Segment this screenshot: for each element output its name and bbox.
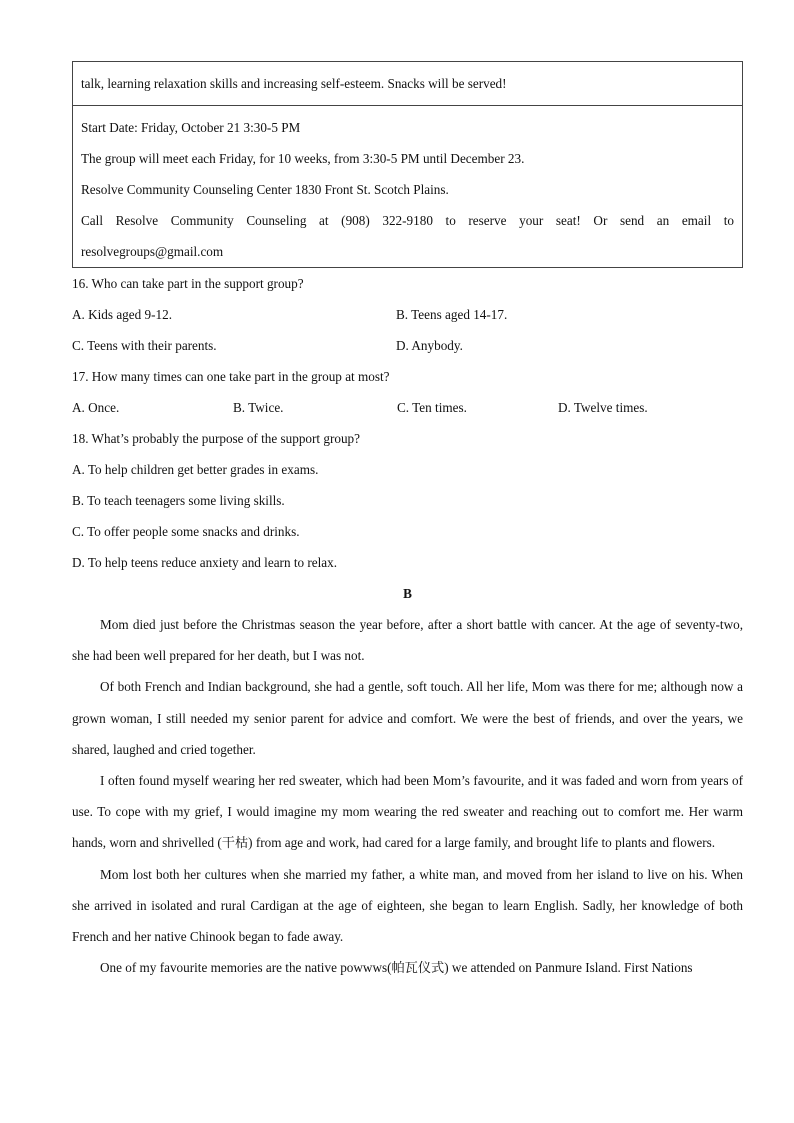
notice-start-date: Start Date: Friday, October 21 3:30-5 PM <box>81 120 301 135</box>
option-c: C. Teens with their parents. <box>72 338 217 353</box>
paragraph-text: Of both French and Indian background, she had a gentle, soft touch. All her life, Mom was there for me; although now a grown woman, I still needed my senior parent for advice and comfort. We were the best of friends, and over the years, we shared, laughed and cried together. <box>72 679 743 757</box>
option-a: A. To help children get better grades in exams. <box>72 462 319 477</box>
paragraph <box>72 609 743 671</box>
option-c: C. To offer people some snacks and drinks. <box>72 524 300 539</box>
notice-call-line: Call Resolve Community Counseling at (908) 322-9180 to reserve your seat! Or send an email to <box>81 213 734 228</box>
question-stem: 18. What’s probably the purpose of the support group? <box>72 431 360 446</box>
question-17 <box>72 361 743 423</box>
paragraph <box>72 859 743 953</box>
option-d: D. To help teens reduce anxiety and learn to relax. <box>72 555 338 570</box>
option-d: D. Anybody. <box>396 338 463 353</box>
passage <box>72 609 743 983</box>
paragraph-text: I often found myself wearing her red sweater, which had been Mom’s favourite, and it was faded and worn from years of use. To cope with my grief, I would imagine my mom wearing the red sweater and reaching out to comfort me. Her warm hands, worn and shrivelled (干枯) from age and work, had cared for a large family, and brought life to plants and flowers. <box>72 773 743 851</box>
option-a: A. Once. <box>72 400 120 415</box>
option-c: C. Ten times. <box>397 400 467 415</box>
paragraph-text: Mom lost both her cultures when she married my father, a white man, and moved from her island to live on his. When she arrived in isolated and rural Cardigan at the age of eighteen, she began to learn English. Sadly, her knowledge of both French and her native Chinook began to fade away. <box>72 866 743 945</box>
paragraph-text: One of my favourite memories are the native powwws(帕瓦仪式) we attended on Panmure Island. First Nations <box>100 960 693 976</box>
option-row <box>72 392 743 423</box>
paragraph <box>72 671 743 765</box>
section-heading: B <box>403 586 412 601</box>
option-row <box>72 330 743 361</box>
notice-schedule: The group will meet each Friday, for 10 weeks, from 3:30-5 PM until December 23. <box>81 151 525 166</box>
option-a: A. Kids aged 9-12. <box>72 307 172 322</box>
question-stem: 17. How many times can one take part in the group at most? <box>72 369 390 384</box>
option-d: D. Twelve times. <box>558 400 648 415</box>
notice-top-line: talk, learning relaxation skills and increasing self-esteem. Snacks will be served! <box>73 62 742 106</box>
option-b: B. Teens aged 14-17. <box>396 307 508 322</box>
paragraph <box>72 765 743 859</box>
page-content <box>72 61 743 983</box>
notice-location: Resolve Community Counseling Center 1830 Front St. Scotch Plains. <box>81 182 449 197</box>
notice-box <box>72 61 743 268</box>
question-16 <box>72 268 743 361</box>
paragraph-text: Mom died just before the Christmas season the year before, after a short battle with cancer. At the age of seventy-two, she had been well prepared for her death, but I was not. <box>72 617 743 664</box>
question-stem: 16. Who can take part in the support group? <box>72 276 304 291</box>
paragraph <box>72 952 743 983</box>
option-b: B. To teach teenagers some living skills. <box>72 493 285 508</box>
option-row <box>72 299 743 330</box>
question-18 <box>72 423 743 578</box>
notice-email: resolvegroups@gmail.com <box>81 244 224 259</box>
option-b: B. Twice. <box>233 400 284 415</box>
notice-body <box>73 106 742 267</box>
